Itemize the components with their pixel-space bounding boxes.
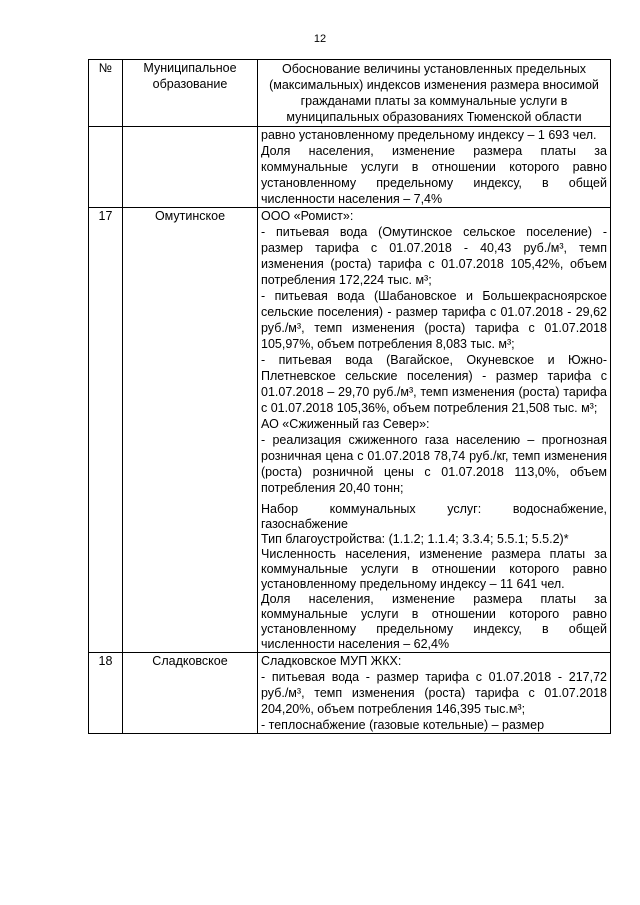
row-justification	[258, 653, 611, 734]
page-number: 12	[313, 33, 327, 45]
paragraph: Доля населения, изменение размера платы за коммунальные услуги в отношении которого равно установленному предельному индексу, в общей численности населения – 7,4%	[261, 144, 607, 206]
paragraph: Численность населения, изменение размера платы за коммунальные услуги в отношении которого равно установленному предельному индексу – 11 641 чел.	[261, 547, 607, 591]
header-justification: Обоснование величины установленных предельных (максимальных) индексов изменения размера вносимой гражданами платы за коммунальные услуги в муниципальных образованиях Тюменской области	[258, 60, 611, 127]
paragraph: АО «Сжиженный газ Север»:	[261, 417, 430, 431]
paragraph: ООО «Ромист»:	[261, 209, 354, 223]
row-municipality	[123, 127, 258, 208]
row-justification	[258, 208, 611, 653]
paragraph: - питьевая вода - размер тарифа с 01.07.2018 - 217,72 руб./м³, темп изменения (роста) тарифа с 01.07.2018 204,20%, объем потребления 146,395 тыс.м³;	[261, 670, 607, 716]
paragraph: Сладковское МУП ЖКХ:	[261, 654, 402, 668]
row-num: 18	[89, 653, 123, 734]
row-num: 17	[89, 208, 123, 653]
paragraph: Набор коммунальных услуг: водоснабжение, газоснабжение	[261, 502, 607, 531]
paragraph: - питьевая вода (Вагайское, Окуневское и Южно-Плетневское сельские поселения) - размер тарифа с 01.07.2018 – 29,70 руб./м³, темп изменения (роста) тарифа с 01.07.2018 105,36%, объем потребления 21,508 тыс. м³;	[261, 353, 607, 415]
tariff-justification-table	[88, 59, 611, 734]
paragraph: - питьевая вода (Омутинское сельское поселение) - размер тарифа с 01.07.2018 - 40,43 руб./м³, темп изменения (роста) тарифа с 01.07.2018 105,42%, объем потребления 172,224 тыс. м³;	[261, 225, 607, 287]
header-num: №	[89, 60, 123, 127]
table-row-17	[89, 208, 611, 653]
paragraph: Доля населения, изменение размера платы за коммунальные услуги в отношении которого равно установленному предельному индексу, в общей численности населения – 62,4%	[261, 592, 607, 651]
table-row-continuation	[89, 127, 611, 208]
row-municipality: Сладковское	[123, 653, 258, 734]
paragraph: - теплоснабжение (газовые котельные) – размер	[261, 718, 545, 732]
table-header-row	[89, 60, 611, 127]
row-justification	[258, 127, 611, 208]
header-municipality: Муниципальное образование	[123, 60, 258, 127]
row-num	[89, 127, 123, 208]
paragraph: Тип благоустройства: (1.1.2; 1.1.4; 3.3.4; 5.5.1; 5.5.2)*	[261, 532, 569, 546]
row-municipality: Омутинское	[123, 208, 258, 653]
table-row-18	[89, 653, 611, 734]
paragraph: - реализация сжиженного газа населению – прогнозная розничная цена с 01.07.2018 78,74 руб./кг, темп изменения (роста) розничной цены с 01.07.2018 113,0%, объем потребления 20,40 тонн;	[261, 433, 607, 495]
paragraph: - питьевая вода (Шабановское и Большекрасноярское сельские поселения) - размер тарифа с 01.07.2018 - 29,62 руб./м³, темп изменения (роста) тарифа с 01.07.2018 105,97%, объем потребления 8,083 тыс. м³;	[261, 289, 607, 351]
paragraph: равно установленному предельному индексу – 1 693 чел.	[261, 128, 597, 142]
